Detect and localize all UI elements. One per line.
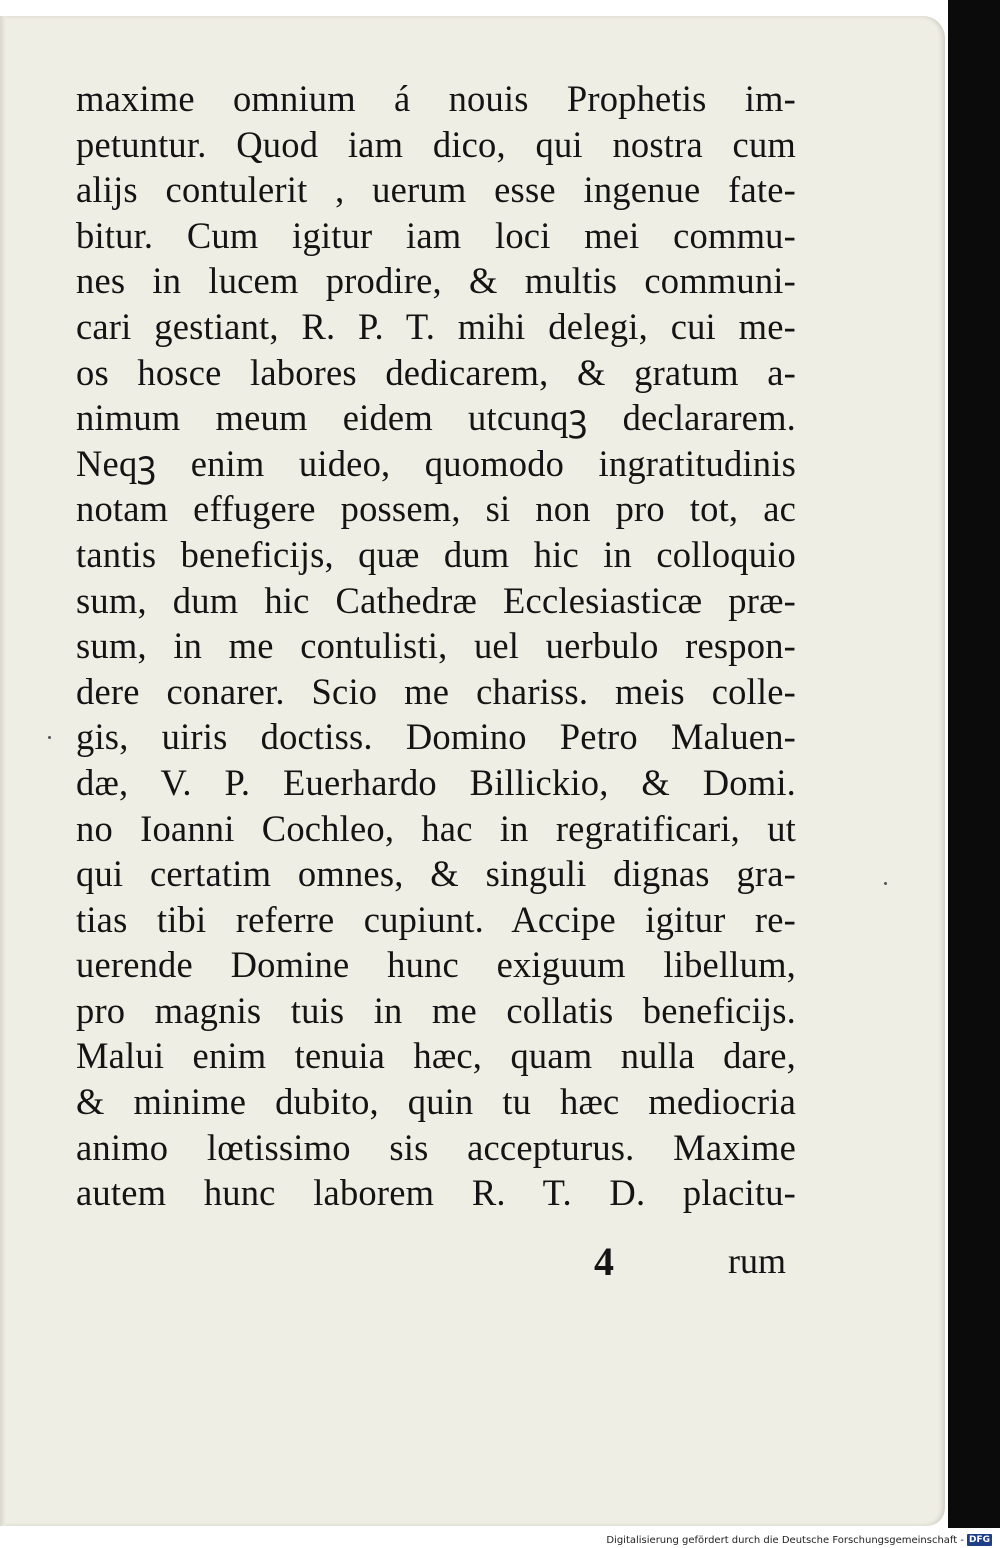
text-line: no Ioanni Cochleo, hac in regratificari, ut (76, 807, 796, 849)
scan-border (948, 0, 1000, 1528)
text-line: petuntur. Quod iam dico, qui nostra cum (76, 123, 796, 165)
text-line: notam effugere possem, si non pro tot, ac (76, 488, 796, 530)
page-edge (0, 16, 6, 1526)
text-line: Malui enim tenuia hæc, quam nulla dare, (76, 1035, 796, 1077)
credit-text: Digitalisierung gefördert durch die Deutsche Forschungsgemeinschaft - (606, 1534, 964, 1546)
text-line: Neqꝫ enim uideo, quomodo ingratitudinis (76, 442, 796, 484)
text-line: animo lœtissimo sis accepturus. Maxime (76, 1126, 796, 1168)
paper-speck (884, 882, 887, 885)
digitization-credit (606, 1534, 992, 1546)
text-line: & minime dubito, quin tu hæc mediocria (76, 1081, 796, 1123)
text-line: gis, uiris doctiss. Domino Petro Maluen- (76, 716, 796, 758)
text-line: os hosce labores dedicarem, & gratum a- (76, 351, 796, 393)
text-line: cari gestiant, R. P. T. mihi delegi, cui me- (76, 305, 796, 347)
text-line: pro magnis tuis in me collatis beneficijs. (76, 989, 796, 1031)
text-line: sum, dum hic Cathedræ Ecclesiasticæ præ- (76, 579, 796, 621)
text-line: aliјs contulerit , uerum esse ingenue fate- (76, 169, 796, 211)
page-footer (76, 1238, 796, 1288)
text-line: tantis beneficijs, quæ dum hic in colloquio (76, 533, 796, 575)
text-line: bitur. Cum igitur iam loci mei commu- (76, 214, 796, 256)
text-line: uerende Domine hunc exiguum libellum, (76, 944, 796, 986)
text-line: dere conarer. Scio me chariss. meis colle- (76, 670, 796, 712)
signature-mark: 4 (594, 1239, 614, 1284)
text-line: qui certatim omnes, & singuli dignas gra- (76, 853, 796, 895)
text-line: tias tibi referre cupiunt. Accipe igitur re- (76, 898, 796, 940)
catchword: rum (728, 1241, 786, 1281)
text-line: maxime omnium á nouis Prophetis im- (76, 78, 796, 119)
text-line: nimum meum eidem utcunqꝫ declararem. (76, 397, 796, 439)
text-line: autem hunc laborem R. T. D. placitu- (76, 1172, 796, 1214)
page-body-text (76, 76, 796, 1216)
text-line: dæ, V. P. Euerhardo Billickio, & Domi. (76, 761, 796, 803)
paper-speck (48, 736, 51, 739)
dfg-logo-icon: DFG (968, 1535, 990, 1545)
text-line: nes in lucem prodire, & multis communi- (76, 260, 796, 302)
text-line: sum, in me contulisti, uel uerbulo respon- (76, 625, 796, 667)
